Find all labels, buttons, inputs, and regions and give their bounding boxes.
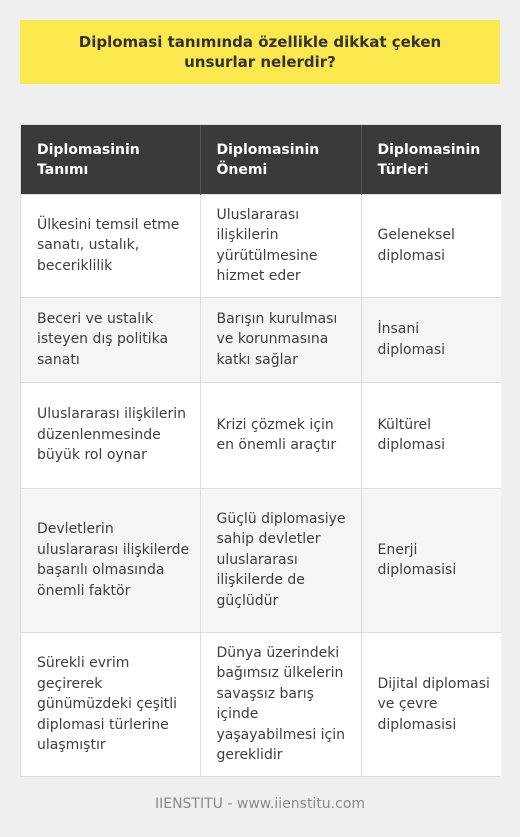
header-importance: Diplomasinin Önemi [200,125,361,194]
table-row [21,194,501,297]
table-cell: Kültürel diplomasi [361,382,501,488]
table-cell: Ülkesini temsil etme sanatı, ustalık, beceriklilik [21,194,200,297]
footer-credit: IIENSTITU - www.iienstitu.com [154,796,366,812]
table-cell: Enerji diplomasisi [361,488,501,632]
table-cell: Geleneksel diplomasi [361,194,501,297]
table-cell: Güçlü diplomasiye sahip devletler uluslararası ilişkilerde de güçlüdür [200,488,361,632]
diplomacy-table [20,124,500,777]
table-row [21,297,501,382]
table-cell: Sürekli evrim geçirerek günümüzdeki çeşitli diplomasi türlerine ulaşmıştır [21,632,200,776]
header-types: Diplomasinin Türleri [361,125,501,194]
table-row [21,632,501,776]
table-cell: Uluslararası ilişkilerin yürütülmesine hizmet eder [200,194,361,297]
table-row [21,382,501,488]
table-row [21,488,501,632]
table-cell: İnsani diplomasi [361,297,501,382]
header-definition: Diplomasinin Tanımı [21,125,200,194]
table-cell: Devletlerin uluslararası ilişkilerde başarılı olmasında önemli faktör [21,488,200,632]
page-title: Diplomasi tanımında özellikle dikkat çeken unsurlar nelerdir? [78,33,442,71]
table-cell: Krizi çözmek için en önemli araçtır [200,382,361,488]
table-cell: Uluslararası ilişkilerin düzenlenmesinde büyük rol oynar [21,382,200,488]
table-cell: Dünya üzerindeki bağımsız ülkelerin savaşsız barış içinde yaşayabilmesi için gereklidir [200,632,361,776]
table-cell: Barışın kurulması ve korunmasına katkı sağlar [200,297,361,382]
table-cell: Dijital diplomasi ve çevre diplomasisi [361,632,501,776]
table-cell: Beceri ve ustalık isteyen dış politika sanatı [21,297,200,382]
table-header-row [21,125,501,194]
title-banner [20,20,500,84]
